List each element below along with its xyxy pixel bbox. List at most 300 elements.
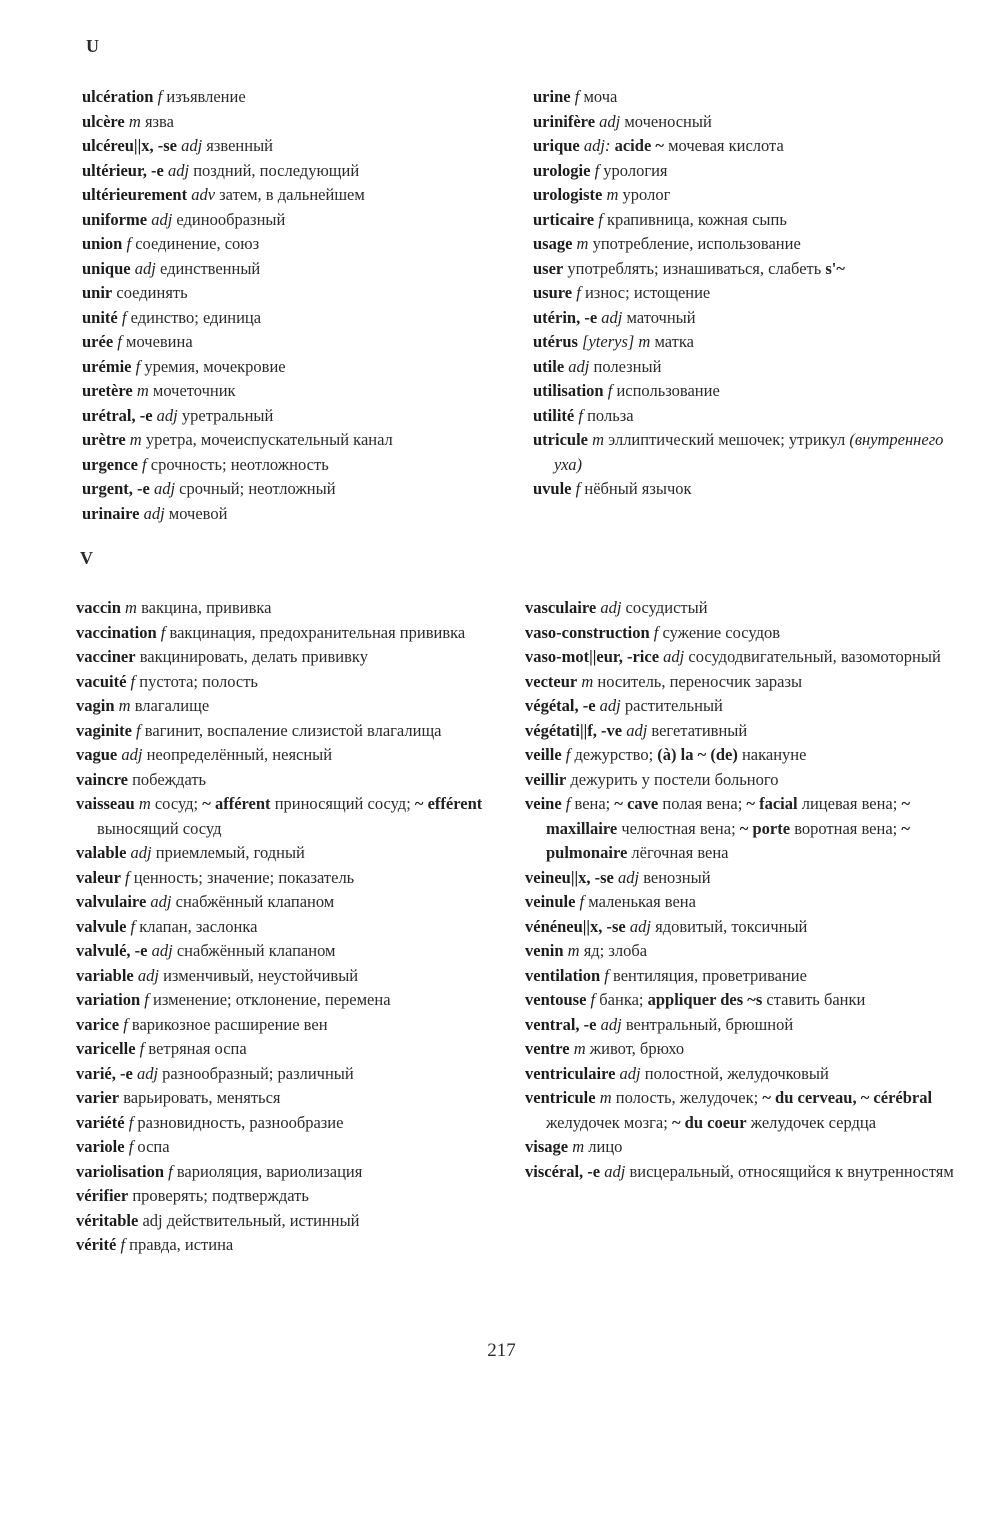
dictionary-entry xyxy=(82,134,527,159)
translation: adj действительный, истинный xyxy=(142,1210,360,1230)
headword: vasculaire xyxy=(525,598,597,617)
example-phrase: (à) la ~ (de) xyxy=(657,745,738,764)
dictionary-entry xyxy=(76,964,521,989)
grammar-label: adv xyxy=(191,185,216,204)
translation: челюстная вена; xyxy=(621,818,736,838)
dictionary-entry xyxy=(76,939,521,964)
grammar-label: adj xyxy=(599,696,621,715)
headword: utile xyxy=(533,356,565,376)
dictionary-entry xyxy=(82,477,527,502)
grammar-label: adj xyxy=(151,941,173,960)
translation: приемлемый, годный xyxy=(155,843,305,862)
dictionary-entry xyxy=(76,1086,521,1111)
translation: вегетативный xyxy=(651,720,748,740)
translation: изменение; отклонение, перемена xyxy=(153,990,391,1009)
headword: ventilation xyxy=(525,965,601,985)
dictionary-entry xyxy=(525,1160,955,1185)
example-phrase: ~ porte xyxy=(739,818,791,838)
dictionary-entry xyxy=(76,915,521,940)
grammar-label: f xyxy=(168,1161,173,1181)
grammar-label: adj xyxy=(121,745,143,764)
translation: сосудодвигательный, вазомоторный xyxy=(688,647,941,666)
headword: vagin xyxy=(76,696,115,715)
grammar-label: m xyxy=(599,1088,612,1107)
dictionary-entry xyxy=(525,719,955,744)
grammar-label: adj xyxy=(604,1161,626,1181)
dictionary-entry xyxy=(76,621,521,646)
dictionary-entry xyxy=(533,355,963,380)
translation: единственный xyxy=(159,258,261,278)
dictionary-entry xyxy=(525,890,955,915)
dictionary-entry xyxy=(82,232,527,257)
translation: изнашиваться, слабеть xyxy=(662,258,822,278)
translation: мочевая кислота xyxy=(668,136,784,155)
dictionary-entry xyxy=(76,1062,521,1087)
dictionary-entry xyxy=(525,988,955,1013)
translation: уремия, мочекровие xyxy=(144,356,286,376)
translation: вена; xyxy=(574,794,611,813)
dictionary-entry xyxy=(525,964,955,989)
grammar-label: f xyxy=(576,283,581,302)
translation: венозный xyxy=(643,867,711,887)
headword: visage xyxy=(525,1137,569,1156)
headword: urologiste xyxy=(533,185,603,204)
translation: использование xyxy=(616,381,720,400)
headword: unique xyxy=(82,258,131,278)
translation: клапан, заслонка xyxy=(139,916,258,936)
headword: urticaire xyxy=(533,209,595,229)
translation: варьировать, меняться xyxy=(123,1088,281,1107)
dictionary-entry xyxy=(525,1135,955,1160)
grammar-label: f xyxy=(125,867,130,887)
headword: ultérieur, -e xyxy=(82,160,164,180)
translation: вентральный, брюшной xyxy=(625,1014,794,1034)
headword: utilisation xyxy=(533,381,604,400)
headword: uniforme xyxy=(82,209,148,229)
column-u-right xyxy=(533,85,963,502)
translation: разновидность, разнообразие xyxy=(137,1112,344,1132)
headword: vaginite xyxy=(76,720,132,740)
grammar-label: f xyxy=(578,405,583,425)
headword: vacciner xyxy=(76,647,136,666)
dictionary-entry xyxy=(82,306,527,331)
dictionary-entry xyxy=(82,183,527,208)
headword: vague xyxy=(76,745,118,764)
dictionary-entry xyxy=(525,768,955,793)
headword: vaisseau xyxy=(76,794,135,813)
column-u-left xyxy=(82,85,527,526)
grammar-label: f xyxy=(590,990,596,1009)
headword: ulcéreu||x, -se xyxy=(82,136,177,155)
dictionary-entry xyxy=(533,159,963,184)
grammar-label: f xyxy=(130,671,136,691)
column-v-left xyxy=(76,596,521,1258)
headword: variolisation xyxy=(76,1161,165,1181)
dictionary-entry xyxy=(76,596,521,621)
dictionary-entry xyxy=(525,939,955,964)
headword: urée xyxy=(82,332,114,351)
grammar-label: f xyxy=(598,209,603,229)
grammar-label: adj xyxy=(153,479,176,498)
translation: живот, брюхо xyxy=(589,1039,685,1058)
grammar-label: f xyxy=(139,1039,145,1058)
dictionary-entry xyxy=(82,281,527,306)
dictionary-entry xyxy=(76,743,521,768)
headword: valvule xyxy=(76,916,127,936)
grammar-label: f xyxy=(565,794,571,813)
translation: лёгочная вена xyxy=(631,843,729,862)
translation: эллиптический мешочек; утрикул xyxy=(608,430,846,449)
headword: utérus xyxy=(533,332,578,351)
translation: растительный xyxy=(624,696,723,715)
dictionary-entry xyxy=(76,1160,521,1185)
headword: ulcération xyxy=(82,87,154,106)
headword: utérin, -e xyxy=(533,307,598,327)
example-phrase: ~ du coeur xyxy=(671,1112,747,1132)
dictionary-entry xyxy=(82,379,527,404)
dictionary-entry xyxy=(533,134,963,159)
headword: variété xyxy=(76,1112,125,1132)
headword: ventouse xyxy=(525,990,587,1009)
grammar-label: f xyxy=(604,965,609,985)
headword: véritable xyxy=(76,1210,139,1230)
grammar-label: m xyxy=(576,234,589,253)
grammar-label: m xyxy=(125,598,137,617)
translation: неопределённый, неясный xyxy=(146,745,333,764)
dictionary-entry xyxy=(525,866,955,891)
headword: valvulé, -e xyxy=(76,941,148,960)
dictionary-entry xyxy=(82,208,527,233)
dictionary-entry xyxy=(525,645,955,670)
grammar-label: f xyxy=(128,1137,134,1156)
translation: приносящий сосуд; xyxy=(274,794,411,813)
dictionary-entry xyxy=(76,1135,521,1160)
translation: крапивница, кожная сыпь xyxy=(606,209,787,229)
translation: вакцина, прививка xyxy=(141,598,272,617)
translation: мочеточник xyxy=(152,381,236,400)
grammar-label: adj xyxy=(629,916,651,936)
example-phrase: ~ maxillaire xyxy=(546,794,911,838)
translation: желудочек мозга; xyxy=(546,1112,668,1132)
dictionary-entry xyxy=(525,743,955,768)
grammar-label: m xyxy=(138,794,151,813)
translation: вагинит, воспаление слизистой влагалища xyxy=(144,720,442,740)
dictionary-entry xyxy=(82,330,527,355)
dictionary-entry xyxy=(525,621,955,646)
translation: накануне xyxy=(741,745,807,764)
translation: проверять; подтверждать xyxy=(132,1186,309,1205)
headword: vecteur xyxy=(525,671,578,691)
translation: язва xyxy=(144,111,174,131)
grammar-label: adj xyxy=(568,356,590,376)
grammar-label: adj xyxy=(181,136,203,155)
headword: uretère xyxy=(82,381,133,400)
translation: износ; истощение xyxy=(584,283,711,302)
translation: оспа xyxy=(137,1137,170,1156)
headword: urinifère xyxy=(533,111,596,131)
dictionary-entry xyxy=(533,208,963,233)
grammar-label: adj xyxy=(143,503,165,523)
dictionary-entry xyxy=(525,1013,955,1038)
example-phrase: acide ~ xyxy=(614,136,664,155)
grammar-label: f xyxy=(126,234,132,253)
translation: снабжённый клапаном xyxy=(176,941,336,960)
grammar-label: f xyxy=(142,454,147,474)
translation: полезный xyxy=(593,356,662,376)
headword: vacuité xyxy=(76,671,127,691)
headword: vérifier xyxy=(76,1186,129,1205)
section-letter-u: U xyxy=(86,36,99,56)
translation: ценность; значение; показатель xyxy=(133,867,355,887)
headword: variable xyxy=(76,965,134,985)
grammar-label: m xyxy=(572,1137,585,1156)
headword: urétral, -e xyxy=(82,405,153,425)
translation: лицевая вена; xyxy=(801,794,898,813)
dictionary-entry xyxy=(82,502,527,527)
dictionary-entry xyxy=(525,1062,955,1087)
grammar-label: f xyxy=(135,356,141,376)
translation: воротная вена; xyxy=(794,818,898,838)
headword: usure xyxy=(533,283,573,302)
grammar-label: m xyxy=(606,185,619,204)
grammar-label: f xyxy=(565,745,571,764)
headword: urètre xyxy=(82,430,126,449)
headword: urgent, -e xyxy=(82,479,150,498)
dictionary-entry xyxy=(525,670,955,695)
translation: единообразный xyxy=(176,209,286,229)
translation: варикозное расширение вен xyxy=(131,1014,328,1034)
headword: varier xyxy=(76,1088,120,1107)
headword: usage xyxy=(533,234,573,253)
translation: уретра, мочеиспускательный канал xyxy=(145,430,393,449)
dictionary-entry xyxy=(76,719,521,744)
grammar-label: adj xyxy=(150,892,172,911)
dictionary-entry xyxy=(76,670,521,695)
dictionary-entry xyxy=(533,110,963,135)
translation: уролог xyxy=(622,185,671,204)
translation: срочность; неотложность xyxy=(150,454,329,474)
headword: variole xyxy=(76,1137,125,1156)
grammar-label: m xyxy=(136,381,149,400)
grammar-label: adj xyxy=(151,209,173,229)
grammar-label: f xyxy=(579,892,585,911)
grammar-label: adj xyxy=(626,720,648,740)
dictionary-entry xyxy=(525,792,955,866)
dictionary-entry xyxy=(82,428,527,453)
dictionary-entry xyxy=(525,1086,955,1135)
translation: разнообразный; различный xyxy=(162,1063,354,1083)
dictionary-entry xyxy=(76,1111,521,1136)
translation: матка xyxy=(654,332,694,351)
dictionary-entry xyxy=(533,428,963,477)
translation: желудочек сердца xyxy=(750,1112,877,1132)
headword: valable xyxy=(76,843,127,862)
translation: снабжённый клапаном xyxy=(175,892,335,911)
headword: vaso-construction xyxy=(525,622,650,642)
headword: végétati||f, -ve xyxy=(525,720,623,740)
dictionary-entry xyxy=(76,1233,521,1258)
translation: вакцинировать, делать прививку xyxy=(139,647,368,666)
headword: urémie xyxy=(82,356,132,376)
grammar-label: f xyxy=(130,916,136,936)
headword: valvulaire xyxy=(76,892,147,911)
example-phrase: ~ afférent xyxy=(202,794,271,813)
headword: ultérieurement xyxy=(82,185,188,204)
grammar-label: f xyxy=(574,87,580,106)
dictionary-entry xyxy=(533,281,963,306)
headword: vaccination xyxy=(76,622,157,642)
translation: вакцинация, предохранительная прививка xyxy=(169,622,466,642)
grammar-label: [yterys] m xyxy=(582,332,651,351)
translation: урология xyxy=(603,160,668,180)
headword: ventriculaire xyxy=(525,1063,616,1083)
headword: veinule xyxy=(525,892,576,911)
headword: ventral, -e xyxy=(525,1014,597,1034)
dictionary-entry xyxy=(76,768,521,793)
grammar-label: f xyxy=(128,1112,134,1132)
dictionary-entry xyxy=(76,1037,521,1062)
translation: поздний, последующий xyxy=(193,160,360,180)
headword: végétal, -e xyxy=(525,696,596,715)
dictionary-entry xyxy=(533,257,963,282)
grammar-label: f xyxy=(653,622,659,642)
dictionary-entry xyxy=(82,453,527,478)
translation: ядовитый, токсичный xyxy=(655,916,808,936)
headword: variation xyxy=(76,990,141,1009)
grammar-label: m xyxy=(118,696,131,715)
translation: моченосный xyxy=(624,111,712,131)
column-v-right xyxy=(525,596,955,1184)
translation: побеждать xyxy=(132,769,207,789)
example-phrase: s'~ xyxy=(825,258,845,278)
translation: носитель, переносчик заразы xyxy=(597,671,803,691)
headword: union xyxy=(82,234,123,253)
dictionary-entry xyxy=(76,1013,521,1038)
dictionary-entry xyxy=(76,841,521,866)
headword: varice xyxy=(76,1014,120,1034)
grammar-label: m xyxy=(567,941,580,960)
grammar-label: adj: xyxy=(583,136,611,155)
grammar-label: f xyxy=(575,479,581,498)
grammar-label: adj xyxy=(137,965,159,985)
section-letter-v: V xyxy=(80,548,93,568)
grammar-label: adj xyxy=(134,258,156,278)
dictionary-entry xyxy=(533,379,963,404)
headword: ulcère xyxy=(82,111,125,131)
headword: uvule xyxy=(533,479,572,498)
dictionary-entry xyxy=(533,404,963,429)
translation: дежурить у постели больного xyxy=(570,769,779,789)
grammar-label: adj xyxy=(600,1014,622,1034)
headword: viscéral, -e xyxy=(525,1161,601,1181)
translation: мочевина xyxy=(126,332,193,351)
translation: изъявление xyxy=(166,87,246,106)
headword: varié, -e xyxy=(76,1063,133,1083)
translation: употреблять; xyxy=(567,258,659,278)
headword: vérité xyxy=(76,1235,117,1254)
dictionary-entry xyxy=(76,1184,521,1209)
translation: затем, в дальнейшем xyxy=(219,185,365,204)
translation: висцеральный, относящийся к внутренностям xyxy=(629,1161,954,1181)
grammar-label: adj xyxy=(600,598,622,617)
dictionary-entry xyxy=(533,183,963,208)
example-phrase: appliquer des ~s xyxy=(647,990,763,1009)
example-phrase: ~ facial xyxy=(746,794,798,813)
grammar-label: m xyxy=(581,671,594,691)
translation: мочевой xyxy=(168,503,228,523)
headword: veine xyxy=(525,794,562,813)
grammar-label: f xyxy=(160,622,166,642)
grammar-label: f xyxy=(121,307,127,327)
dictionary-entry xyxy=(76,792,521,841)
dictionary-entry xyxy=(525,1037,955,1062)
grammar-label: f xyxy=(136,720,141,740)
headword: vénéneu||x, -se xyxy=(525,916,626,936)
headword: urgence xyxy=(82,454,138,474)
grammar-label: f xyxy=(123,1014,128,1034)
grammar-label: adj xyxy=(663,647,685,666)
example-phrase: ~ du cerveau, ~ cérébral xyxy=(762,1088,933,1107)
headword: vaso-mot||eur, -rice xyxy=(525,647,660,666)
dictionary-entry xyxy=(533,306,963,331)
headword: veille xyxy=(525,745,562,764)
translation: употребление, использование xyxy=(592,234,801,253)
headword: urine xyxy=(533,87,571,106)
dictionary-entry xyxy=(525,596,955,621)
grammar-label: adj xyxy=(156,405,178,425)
headword: venin xyxy=(525,941,564,960)
translation: банка; xyxy=(599,990,644,1009)
usage-note: (внутреннего уха) xyxy=(554,430,944,474)
dictionary-entry xyxy=(76,1209,521,1234)
translation: ветряная оспа xyxy=(148,1039,247,1058)
headword: urinaire xyxy=(82,503,140,523)
dictionary-entry xyxy=(82,355,527,380)
headword: utilité xyxy=(533,405,575,425)
grammar-label: m xyxy=(128,111,141,131)
page-number: 217 xyxy=(487,1340,516,1361)
headword: ventricule xyxy=(525,1088,596,1107)
grammar-label: m xyxy=(129,430,142,449)
translation: полая вена; xyxy=(662,794,743,813)
translation: влагалище xyxy=(134,696,210,715)
translation: сужение сосудов xyxy=(662,622,781,642)
dictionary-entry xyxy=(525,915,955,940)
dictionary-entry xyxy=(82,159,527,184)
translation: ставить банки xyxy=(766,990,866,1009)
translation: моча xyxy=(583,87,618,106)
translation: выносящий сосуд xyxy=(97,818,222,838)
grammar-label: m xyxy=(573,1039,586,1058)
dictionary-entry xyxy=(76,866,521,891)
grammar-label: adj xyxy=(168,160,190,180)
dictionary-entry xyxy=(533,85,963,110)
dictionary-entry xyxy=(76,645,521,670)
headword: valeur xyxy=(76,867,121,887)
headword: unité xyxy=(82,307,118,327)
translation: изменчивый, неустойчивый xyxy=(163,965,359,985)
grammar-label: adj xyxy=(136,1063,159,1083)
translation: уретральный xyxy=(181,405,274,425)
translation: маленькая вена xyxy=(588,892,696,911)
grammar-label: adj xyxy=(617,867,640,887)
translation: язвенный xyxy=(206,136,273,155)
example-phrase: ~ cave xyxy=(614,794,659,813)
example-phrase: ~ efférent xyxy=(414,794,483,813)
translation: единство; единица xyxy=(130,307,262,327)
headword: user xyxy=(533,258,564,278)
translation: полостной, желудочковый xyxy=(644,1063,829,1083)
